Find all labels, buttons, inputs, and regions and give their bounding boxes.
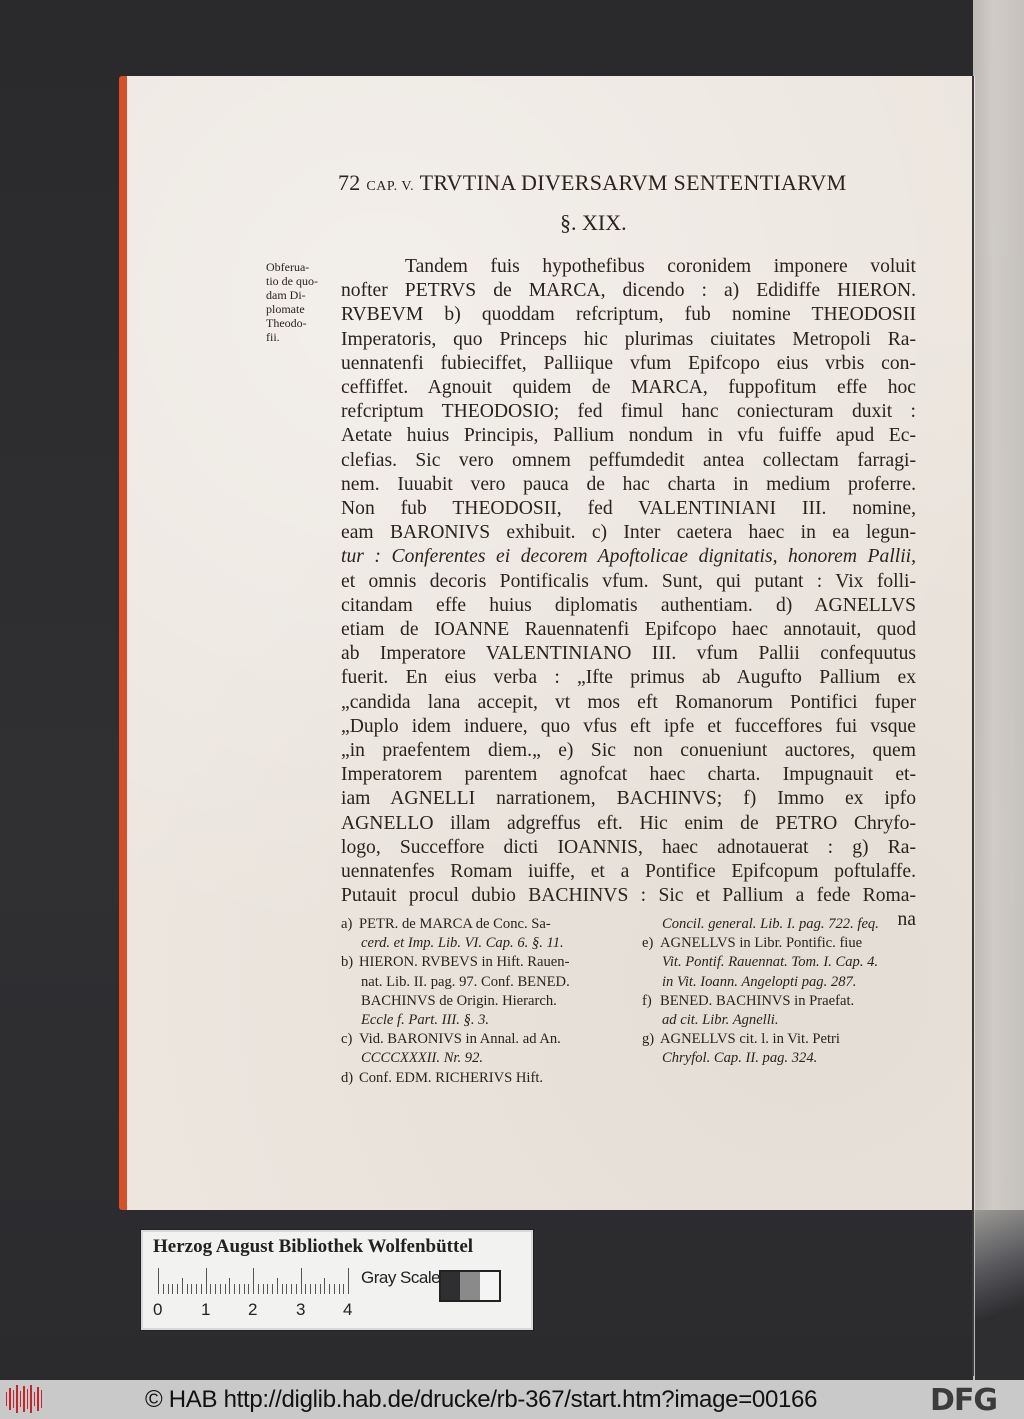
text-line: tur : Conferentes ei decorem Apoftolicae dignitatis, honorem Pallii,: [341, 546, 916, 568]
text-line: iam AGNELLI narrationem, BACHINVS; f) Immo ex ipfo: [341, 788, 916, 810]
text-line: RVBEVM b) quoddam refcriptum, fub nomine THEODOSII: [341, 304, 916, 326]
chapter-label: CAP. V.: [366, 179, 415, 194]
holder-edge-line: [972, 76, 974, 1376]
text-line: clefias. Sic vero omnem peffumdedit antea collectam farragi-: [341, 449, 916, 471]
footnotes-right: [642, 915, 918, 1069]
footnote-e: e) AGNELLVS in Libr. Pontific. fiue Vit. Pontif. Rauennat. Tom. I. Cap. 4. in Vit. Ioann. Angelopti pag. 287.: [642, 935, 879, 990]
hab-logo-icon: [6, 1384, 42, 1414]
library-name: Herzog August Bibliothek Wolfenbüttel: [153, 1236, 474, 1257]
gray-swatch-dark: [441, 1272, 460, 1300]
text-line: Aetate huius Principis, Pallium nondum in vfu fuiffe apud Ec-: [341, 425, 916, 447]
text-line: Non fub THEODOSII, fed VALENTINIANI III. nomine,: [341, 498, 916, 520]
footnote-g: g) AGNELLVS cit. l. in Vit. Petri Chryfol. Cap. II. pag. 324.: [642, 1031, 840, 1067]
text-line: ab Imperatore VALENTINIANO III. vfum Pallii confequutus: [341, 643, 916, 665]
text-line: uennatenfes Romam iuiffe, et a Pontifice Epifcopum poftulaffe.: [341, 861, 916, 883]
footnote-d-continued: Concil. general. Lib. I. pag. 722. feq.: [662, 916, 879, 932]
text-line: et omnis decoris Pontificalis vfum. Sunt, qui putant : Vix folli-: [341, 570, 916, 592]
text-line: uennatenfi fubieciffet, Palliique vfum Epifcopo eius vrbis con-: [341, 352, 916, 374]
color-scale-card: [141, 1230, 533, 1330]
text-line: Putauit procul dubio BACHINVS : Sic et Pallium a fede Roma-: [341, 885, 916, 907]
ruler-icon: [158, 1268, 348, 1294]
text-line: eam BARONIVS exhibuit. c) Inter caetera haec in ea legun-: [341, 522, 916, 544]
text-line: AGNELLO illam adgreffus eft. Hic enim de PETRO Chryfo-: [341, 812, 916, 834]
gray-swatch-mid: [460, 1272, 479, 1300]
footer-bar: [0, 1380, 1024, 1419]
text-line: Imperatoris, quo Princeps hic plurimas ciuitates Metropoli Ra-: [341, 328, 916, 350]
text-line: Tandem fuis hypothefibus coronidem imponere voluit: [405, 256, 916, 277]
copyright-link[interactable]: © HAB http://diglib.hab.de/drucke/rb-367/start.htm?image=00166: [145, 1386, 818, 1413]
dfg-logo-icon: DFG: [930, 1383, 998, 1418]
margin-note-line: dam Di-: [266, 288, 306, 302]
section-heading: §. XIX.: [560, 210, 627, 235]
gray-swatch-light: [480, 1272, 499, 1300]
text-line: etiam de IOANNE Rauennatenfi Epifcopo haec annotauit, quod: [341, 619, 916, 641]
page-holder-strip: [973, 0, 1024, 1380]
footnote-d: d) Conf. EDM. RICHERIVS Hift.: [341, 1069, 544, 1086]
footnotes-left: [341, 915, 625, 1088]
text-line: „in praefentem diem.„ e) Sic non conueniunt auctores, quem: [341, 740, 916, 762]
text-line: ceffiffet. Agnouit quidem de MARCA, fuppofitum effe hoc: [341, 377, 916, 399]
margin-note-line: Theodo-: [266, 316, 307, 330]
gray-scale-swatches: [439, 1270, 501, 1302]
catchword: na: [897, 909, 916, 931]
holder-shadow: [975, 1210, 1024, 1380]
margin-note: [266, 260, 330, 344]
margin-note-line: tio de quo-: [266, 274, 318, 288]
text-line: „candida lana accepit, vt mos eft Romanorum Pontifici fuper: [341, 691, 916, 713]
running-head: [338, 170, 914, 196]
footnote-f: f) BENED. BACHINVS in Praefat. ad cit. Libr. Agnelli.: [642, 992, 855, 1029]
text-line: fuerit. En eius verba : „Ifte primus ab Augufto Pallium ex: [341, 667, 916, 689]
running-title: TRVTINA DIVERSARVM SENTENTIARVM: [419, 170, 847, 195]
text-line: refcriptum THEODOSIO; fed fimul hanc coniecturam duxit :: [341, 401, 916, 423]
footnote-c: c) Vid. BARONIVS in Annal. ad An. CCCCXXXII. Nr. 92.: [341, 1031, 561, 1067]
text-line: Imperatorem parentem agnofcat haec charta. Impugnauit et-: [341, 764, 916, 786]
text-line: nem. Iuuabit vero pauca de hac charta in medium proferre.: [341, 473, 916, 495]
text-line: nofter PETRVS de MARCA, dicendo : a) Edidiffe HIERON.: [341, 280, 916, 302]
footnote-b: b) HIERON. RVBEVS in Hift. Rauen- nat. Lib. II. pag. 97. Conf. BENED. BACHINVS de Origin. Hierarch. Eccle f. Part. III. §. 3.: [341, 954, 570, 1029]
gray-scale-label: Gray Scale: [361, 1268, 441, 1287]
margin-note-line: plomate: [266, 302, 305, 316]
text-line: logo, Succeffore dicti IOANNIS, haec adnotauerat : g) Ra-: [341, 836, 916, 858]
text-line: citandam effe huius diplomatis authentiam. d) AGNELLVS: [341, 594, 916, 616]
footnote-a: a) PETR. de MARCA de Conc. Sa- cerd. et Imp. Lib. VI. Cap. 6. §. 11.: [341, 916, 564, 952]
margin-note-line: fii.: [266, 330, 280, 344]
ruler-numbers: 0 1 2 3 4: [153, 1300, 353, 1319]
text-line: „Duplo idem induere, quo vfus eft ipfe et fucceffores fui vsque: [341, 715, 916, 737]
margin-note-line: Obferua-: [266, 260, 310, 274]
body-text: [341, 255, 916, 933]
page-number: 72: [338, 170, 361, 195]
